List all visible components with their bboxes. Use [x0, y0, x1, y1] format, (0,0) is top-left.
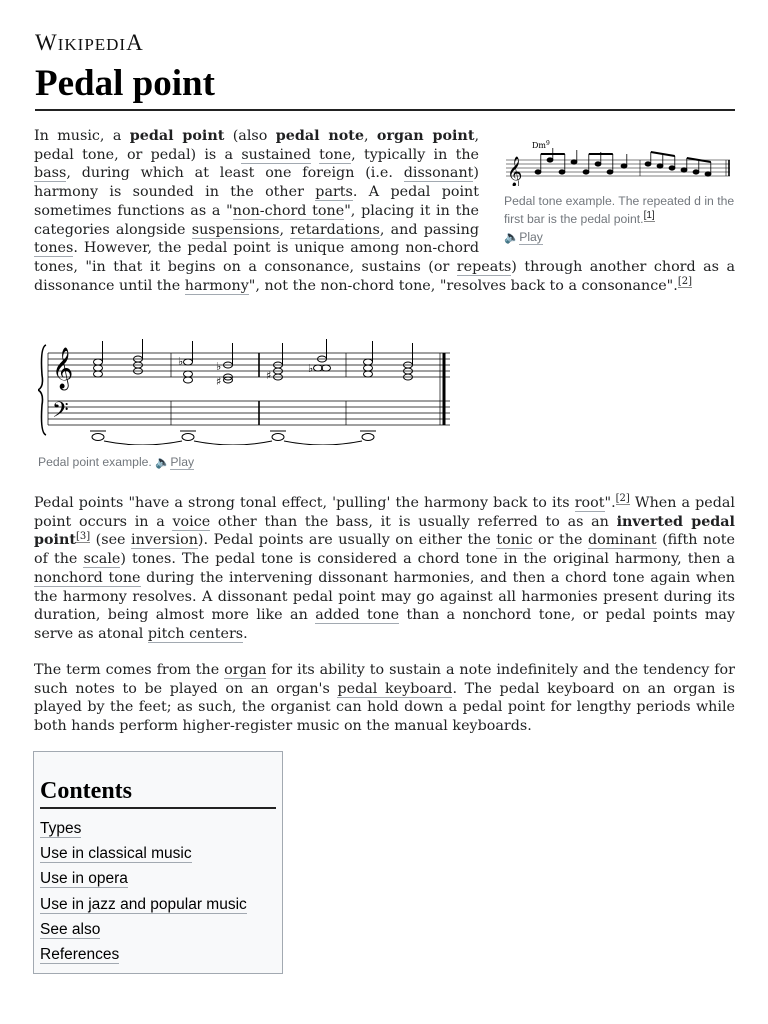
pedal-tone-caption: Pedal tone example. The repeated d in the first bar is the pedal point.[1]: [504, 194, 735, 226]
citation-2[interactable]: [2]: [677, 275, 692, 287]
pedal-point-figure: [38, 335, 458, 471]
link-non-chord-tone[interactable]: non-chord tone: [232, 202, 345, 219]
chord-symbol-label: Dm$^9$: [532, 140, 550, 150]
treble-clef-icon: 𝄞: [52, 348, 74, 389]
pedal-point-score[interactable]: [38, 335, 458, 445]
link-organ[interactable]: organ: [224, 662, 267, 678]
toc-item-jazz[interactable]: Use in jazz and popular music: [40, 895, 247, 913]
speaker-icon: 🔈: [155, 455, 171, 469]
link-passing-tones[interactable]: tones: [34, 240, 74, 257]
figure-float: [499, 127, 735, 251]
toc-item-references[interactable]: References: [40, 946, 120, 964]
svg-text:♯: ♯: [216, 375, 222, 388]
toc-item-opera[interactable]: Use in opera: [40, 870, 128, 888]
page-title: Pedal point: [35, 63, 215, 104]
link-tone[interactable]: tone: [319, 146, 352, 163]
intro-paragraph: In music, a pedal point (also pedal note, organ point, pedal tone, or pedal) is a sustained tone, typically in the bass, during which at least one foreign (i.e. dissonant) harmony is sounded in the other parts. A pedal point sometimes functions as a "non-chord tone", placing it in the categories alongside suspensions, retardations, and passing tones. However, the pedal point is unique among non-chord tones, "in that it begins on a consonance, sustains (or repeats) through another chord as a dissonance until the harmony", not the non-chord tone, "resolves back to a consonance".[2]: [34, 128, 735, 294]
table-of-contents: [33, 751, 283, 974]
title-divider: [35, 109, 735, 111]
link-parts[interactable]: parts: [315, 184, 353, 201]
citation-2[interactable]: [2]: [615, 493, 630, 505]
play-link[interactable]: Play: [170, 455, 195, 469]
link-voice[interactable]: voice: [172, 513, 211, 530]
treble-clef-icon: 𝄞: [507, 157, 523, 186]
link-harmony[interactable]: harmony: [184, 277, 249, 294]
pedal-point-caption: Pedal point example. 🔈Play: [38, 455, 195, 469]
link-pitch-centers[interactable]: pitch centers: [147, 625, 244, 642]
toc-title: Contents: [40, 778, 276, 809]
link-retardations[interactable]: retardations: [290, 221, 380, 238]
svg-text:♭: ♭: [216, 360, 222, 373]
paragraph-2: Pedal points "have a strong tonal effect, 'pulling' the harmony back to its root".[2] When a pedal point occurs in a voice other than the bass, it is usually referred to as an inverted pedal point[3] (see inversion). Pedal points are usually on either the tonic or the dominant (fifth note of the scale) tones. The pedal tone is considered a chord tone in the original harmony, then a nonchord tone during the intervening dissonant harmonies, and then a chord tone again when the harmony resolves. A dissonant pedal point may go against all harmonies present during its duration, being almost more like an added tone than a nonchord tone, or pedal points may serve as atonal pitch centers.: [34, 493, 735, 642]
toc-item-see-also[interactable]: See also: [40, 920, 101, 938]
bass-clef-icon: 𝄢: [52, 398, 69, 428]
link-tonic[interactable]: tonic: [496, 532, 533, 549]
wikipedia-logo[interactable]: WIKIPEDIA: [35, 30, 144, 55]
link-inversion[interactable]: inversion: [131, 532, 198, 549]
toc-list: [40, 816, 247, 967]
citation-3[interactable]: [3]: [75, 530, 91, 542]
play-link[interactable]: Play: [519, 230, 543, 244]
link-dissonant[interactable]: dissonant: [403, 165, 474, 182]
paragraph-3: The term comes from the organ for its ability to sustain a note indefinitely and the tendency for such notes to be played on an organ's pedal keyboard. The pedal keyboard on an organ is played by the feet; as such, the organist can hold down a pedal point for lengthy periods while both hands perform higher-register music on the manual keyboards.: [34, 662, 735, 735]
svg-text:♭: ♭: [178, 355, 184, 368]
citation-1[interactable]: [1]: [643, 209, 655, 221]
speaker-icon: 🔈: [504, 230, 520, 244]
link-repeats[interactable]: repeats: [456, 258, 512, 275]
toc-item-types[interactable]: Types: [40, 820, 82, 837]
toc-item-classical[interactable]: Use in classical music: [40, 845, 192, 863]
link-scale[interactable]: scale: [83, 551, 121, 568]
link-sustained[interactable]: sustained: [241, 146, 311, 163]
link-bass[interactable]: bass: [34, 165, 67, 182]
link-nonchord-tone[interactable]: nonchord tone: [34, 569, 141, 586]
svg-text:♭: ♭: [308, 362, 314, 375]
link-pedal-keyboard[interactable]: pedal keyboard: [337, 680, 453, 697]
svg-text:♯: ♯: [266, 369, 272, 382]
link-dominant[interactable]: dominant: [587, 532, 657, 549]
link-added-tone[interactable]: added tone: [315, 607, 400, 624]
link-root[interactable]: root: [574, 495, 605, 511]
link-suspensions[interactable]: suspensions: [191, 221, 280, 238]
